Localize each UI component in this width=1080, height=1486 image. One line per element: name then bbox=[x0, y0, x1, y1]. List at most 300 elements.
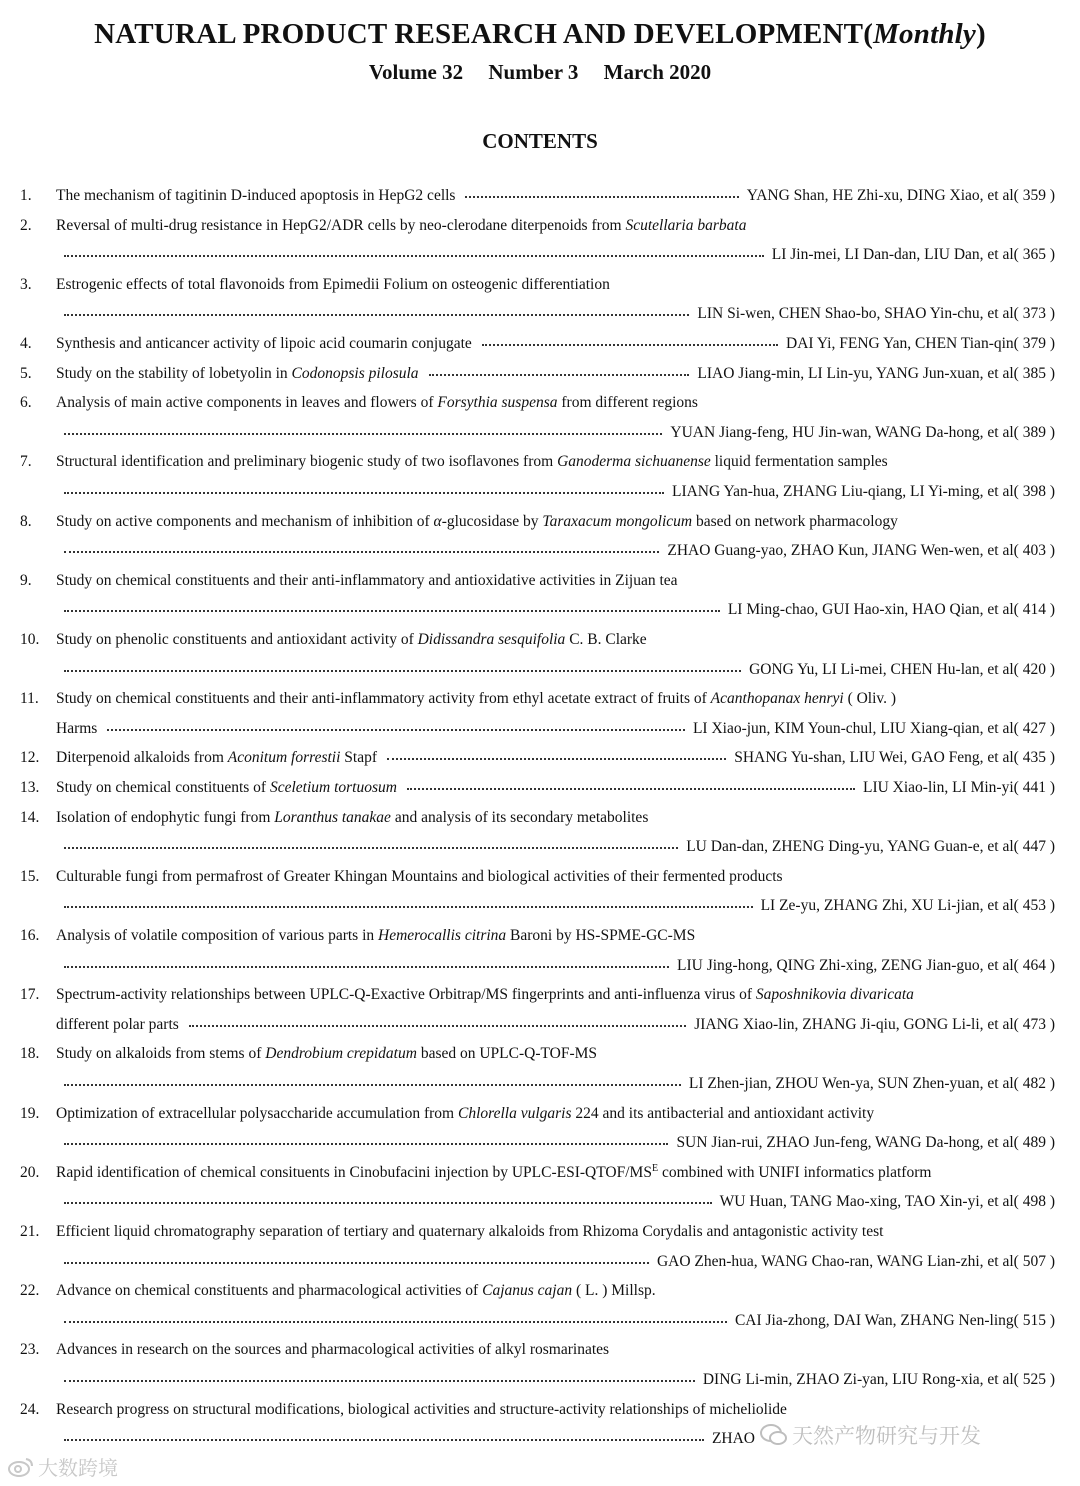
entry-authors: YUAN Jiang-feng, HU Jin-wan, WANG Da-hong, et al bbox=[670, 423, 1014, 441]
issue-line bbox=[0, 60, 1080, 85]
entry-line bbox=[56, 625, 1055, 655]
entry-number: 22. bbox=[20, 1282, 40, 1300]
entry-line bbox=[56, 773, 1055, 803]
paren-close: ) bbox=[1045, 897, 1055, 915]
entry-title-segment: 224 and its antibacterial and antioxidant activity bbox=[571, 1104, 875, 1122]
entry-number: 3. bbox=[20, 275, 32, 293]
dot-leader bbox=[64, 608, 720, 612]
paren-close: ) bbox=[1045, 305, 1055, 323]
entry-authors: SUN Jian-rui, ZHAO Jun-feng, WANG Da-hong, et al bbox=[676, 1134, 1014, 1152]
entry-authors: WU Huan, TANG Mao-xing, TAO Xin-yi, et al bbox=[719, 1193, 1014, 1211]
entry-title-italic: Sceletium tortuosum bbox=[269, 779, 397, 796]
entry-line bbox=[56, 181, 1055, 211]
entry-leader bbox=[56, 897, 1055, 915]
entry-title-segment: based on network pharmacology bbox=[692, 512, 898, 530]
paren-open: ( bbox=[1013, 601, 1023, 619]
entry-number: 7. bbox=[20, 453, 32, 471]
entry-line bbox=[56, 359, 1055, 389]
journal-name: NATURAL PRODUCT RESEARCH AND DEVELOPMENT bbox=[94, 18, 864, 50]
paren-close: ) bbox=[1045, 246, 1055, 264]
entry-authors: ZHAO Guang-yao, ZHAO Kun, JIANG Wen-wen, et al bbox=[667, 542, 1014, 560]
entry-line bbox=[56, 240, 1055, 270]
entry-authors: LI Jin-mei, LI Dan-dan, LIU Dan, et al bbox=[771, 246, 1014, 264]
entry-title bbox=[56, 1341, 609, 1359]
entry-title-segment: Analysis of main active components in leaves and flowers of bbox=[56, 394, 438, 412]
paren-close: ) bbox=[1045, 838, 1055, 856]
entry-page: 441 bbox=[1022, 779, 1046, 796]
paren-open: ( bbox=[1013, 660, 1023, 678]
entry-number: 4. bbox=[20, 335, 32, 352]
entry-title bbox=[56, 1282, 656, 1300]
entry-title bbox=[56, 1163, 931, 1182]
entry-number: 21. bbox=[20, 1223, 40, 1240]
paren-close: ) bbox=[1045, 719, 1055, 737]
entry-title-italic: Ganoderma sichuanense bbox=[557, 453, 711, 471]
entry-page-group bbox=[1014, 779, 1055, 797]
dot-leader bbox=[64, 431, 662, 435]
paren-close: ) bbox=[1045, 1252, 1055, 1270]
entry-page-group bbox=[1014, 365, 1055, 383]
entry-title-segment: Spectrum-activity relationships between UPLC-Q-Exactive Orbitrap/MS fingerprints and anti-influenza virus of bbox=[56, 986, 756, 1004]
entry-title-italic: α bbox=[433, 512, 442, 530]
entry-title-italic: Codonopsis pilosula bbox=[291, 364, 419, 382]
entry-page-group bbox=[1014, 749, 1055, 767]
entry-title bbox=[56, 720, 97, 738]
entry-line bbox=[56, 211, 1055, 241]
paren-open: ( bbox=[1013, 305, 1023, 323]
entry-line bbox=[56, 566, 1055, 596]
entry-leader bbox=[56, 661, 1055, 679]
entry-title bbox=[56, 513, 898, 531]
entry-number: 15. bbox=[20, 867, 40, 885]
entry-line bbox=[56, 1276, 1055, 1306]
entry-number: 2. bbox=[20, 216, 32, 234]
entry-title-segment: ( L. ) Millsp. bbox=[572, 1282, 656, 1300]
dot-leader bbox=[64, 845, 678, 849]
entry-line bbox=[56, 1187, 1055, 1217]
journal-title bbox=[0, 18, 1080, 51]
entry-leader bbox=[56, 601, 1055, 619]
entry-title-segment: ( Oliv. ) bbox=[843, 690, 897, 708]
watermark-right bbox=[760, 1420, 981, 1452]
entry-page-group bbox=[1014, 661, 1055, 679]
entry-title bbox=[56, 986, 914, 1004]
issue-date: March 2020 bbox=[603, 60, 712, 84]
entry-title-segment: Advances in research on the sources and pharmacological activities of alkyl rosmarinates bbox=[56, 1341, 610, 1359]
paren-open: ( bbox=[1013, 1311, 1023, 1329]
entry-authors: GAO Zhen-hua, WANG Chao-ran, WANG Lian-zhi, et al bbox=[656, 1252, 1014, 1270]
paren-open: ( bbox=[1013, 1193, 1023, 1211]
entry-leader bbox=[419, 365, 1055, 383]
entry-number: 5. bbox=[20, 364, 32, 382]
entry-page-group bbox=[1014, 1134, 1055, 1152]
entry-line bbox=[56, 595, 1055, 625]
entry-title bbox=[56, 276, 610, 294]
issue-number: Number 3 bbox=[488, 60, 579, 84]
entry-title-segment: Baroni by HS-SPME-GC-MS bbox=[506, 927, 696, 944]
paren-close: ) bbox=[1045, 779, 1055, 796]
entry-title-segment: Study on chemical constituents and their anti-inflammatory and antioxidative activities in Zijuan tea bbox=[56, 571, 678, 589]
entry-line bbox=[56, 1128, 1055, 1158]
entry-leader bbox=[179, 1016, 1055, 1034]
entry-line bbox=[56, 1217, 1055, 1247]
entry-page: 482 bbox=[1022, 1074, 1046, 1092]
entry-title-segment: Analysis of volatile composition of various parts in bbox=[56, 927, 379, 944]
paren-close: ) bbox=[1045, 187, 1055, 204]
entry-authors: ZHAO bbox=[711, 1430, 755, 1448]
paren-open: ( bbox=[1013, 749, 1023, 767]
entry-line bbox=[56, 803, 1055, 833]
entry-page: 385 bbox=[1022, 364, 1046, 382]
paren-open: ( bbox=[1013, 423, 1023, 441]
entry-title bbox=[56, 1401, 787, 1419]
entry-page: 447 bbox=[1022, 838, 1046, 856]
wechat-icon bbox=[760, 1423, 788, 1452]
dot-leader bbox=[189, 1023, 686, 1027]
entry-page: 414 bbox=[1022, 601, 1046, 619]
entry-authors: LIANG Yan-hua, ZHANG Liu-qiang, LI Yi-ming, et al bbox=[671, 482, 1014, 500]
entry-title bbox=[56, 1105, 874, 1123]
entry-title-segment: Rapid identification of chemical consituents in Cinobufacini injection by UPLC-ESI-QTOF/MS bbox=[56, 1164, 652, 1182]
entry-leader bbox=[56, 424, 1055, 442]
entry-title-segment: Reversal of multi-drug resistance in HepG2/ADR cells by neo-clerodane diterpenoids from bbox=[56, 216, 626, 234]
entry-leader bbox=[397, 779, 1055, 797]
entry-title-segment: different polar parts bbox=[56, 1015, 179, 1033]
paren-open: ( bbox=[1013, 364, 1023, 382]
entry-line bbox=[56, 891, 1055, 921]
dot-leader bbox=[64, 549, 659, 553]
journal-frequency: Monthly bbox=[873, 18, 976, 50]
entry-line bbox=[56, 388, 1055, 418]
dot-leader bbox=[64, 1437, 704, 1441]
entry-page: 420 bbox=[1022, 660, 1046, 678]
entry-title-italic: Scutellaria barbata bbox=[625, 216, 747, 234]
entry-title-segment: Study on alkaloids from stems of bbox=[56, 1045, 266, 1063]
paren-close: ) bbox=[1045, 1193, 1055, 1211]
entry-leader bbox=[56, 957, 1055, 975]
entry-title-segment: Culturable fungi from permafrost of Greater Khingan Mountains and biological activities of their fermented products bbox=[56, 867, 783, 885]
entry-title bbox=[56, 868, 783, 886]
entry-leader bbox=[56, 1193, 1055, 1211]
entry-title-italic: Saposhnikovia divaricata bbox=[755, 986, 914, 1004]
paren-close: ) bbox=[1045, 335, 1055, 352]
entry-title-segment: Stapf bbox=[340, 749, 377, 767]
paren-open: ( bbox=[1013, 719, 1023, 737]
entry-leader bbox=[56, 305, 1055, 323]
entry-line bbox=[56, 447, 1055, 477]
issue-volume: Volume 32 bbox=[368, 60, 464, 84]
entry-title-segment: Study on chemical constituents of bbox=[56, 779, 270, 796]
entry-page: 473 bbox=[1022, 1015, 1046, 1033]
entry-number: 8. bbox=[20, 512, 32, 530]
entry-title bbox=[56, 631, 647, 649]
entry-authors: JIANG Xiao-lin, ZHANG Ji-qiu, GONG Li-li, et al bbox=[694, 1015, 1014, 1033]
entry-page-group bbox=[1014, 720, 1055, 738]
entry-title bbox=[56, 394, 698, 412]
entry-page-group bbox=[1014, 1075, 1055, 1093]
entry-line bbox=[56, 1039, 1055, 1069]
entry-line bbox=[56, 743, 1055, 773]
entry-line bbox=[56, 862, 1055, 892]
dot-leader bbox=[64, 668, 741, 672]
entry-page-group bbox=[1014, 1253, 1055, 1271]
entry-title-superscript: E bbox=[651, 1163, 659, 1175]
dot-leader bbox=[64, 1319, 727, 1323]
entry-page-group bbox=[1014, 957, 1055, 975]
watermark-left-text: 大数跨境 bbox=[38, 1456, 118, 1480]
entry-number: 11. bbox=[20, 690, 39, 708]
entry-line bbox=[56, 329, 1055, 359]
paren-open: ( bbox=[1013, 838, 1023, 856]
paren-open: ( bbox=[1013, 1134, 1023, 1152]
dot-leader bbox=[64, 1200, 712, 1204]
entry-page: 525 bbox=[1022, 1370, 1046, 1388]
entry-authors: DING Li-min, ZHAO Zi-yan, LIU Rong-xia, et al bbox=[702, 1370, 1014, 1388]
entry-title bbox=[56, 927, 695, 945]
entry-title bbox=[56, 1016, 179, 1034]
entry-line bbox=[56, 418, 1055, 448]
entry-leader bbox=[56, 1371, 1055, 1389]
entry-page: 507 bbox=[1022, 1252, 1046, 1270]
entry-leader bbox=[56, 1134, 1055, 1152]
dot-leader bbox=[107, 727, 685, 731]
entry-page-group bbox=[1014, 187, 1055, 205]
entry-page-group bbox=[1014, 542, 1055, 560]
entry-page: 464 bbox=[1022, 956, 1046, 974]
entry-line bbox=[56, 1158, 1055, 1188]
entry-page: 489 bbox=[1022, 1134, 1046, 1152]
entry-leader bbox=[56, 838, 1055, 856]
weibo-icon bbox=[8, 1456, 34, 1483]
entry-leader bbox=[56, 246, 1055, 264]
entry-number: 18. bbox=[20, 1045, 40, 1063]
entry-leader bbox=[377, 749, 1055, 767]
entry-page: 398 bbox=[1022, 482, 1046, 500]
entry-authors: LI Zhen-jian, ZHOU Wen-ya, SUN Zhen-yuan, et al bbox=[688, 1074, 1014, 1092]
entry-page-group bbox=[1014, 483, 1055, 501]
dot-leader bbox=[465, 194, 738, 198]
entry-title bbox=[56, 809, 648, 827]
entry-number: 13. bbox=[20, 779, 40, 796]
entry-title-italic: Didissandra sesquifolia bbox=[417, 631, 566, 648]
entry-line bbox=[56, 832, 1055, 862]
entry-title-segment: Optimization of extracellular polysaccharide accumulation from bbox=[56, 1104, 458, 1122]
dot-leader bbox=[64, 490, 664, 494]
entry-line bbox=[56, 1335, 1055, 1365]
entry-page-group bbox=[1014, 305, 1055, 323]
entry-authors: LI Ze-yu, ZHANG Zhi, XU Li-jian, et al bbox=[760, 897, 1014, 915]
paren-close: ) bbox=[1045, 1134, 1055, 1152]
dot-leader bbox=[407, 786, 855, 790]
entry-page: 515 bbox=[1022, 1311, 1046, 1329]
entry-leader bbox=[472, 335, 1055, 353]
entry-line bbox=[56, 270, 1055, 300]
entry-authors: LIAO Jiang-min, LI Lin-yu, YANG Jun-xuan, et al bbox=[697, 364, 1014, 382]
entry-title-segment: Study on chemical constituents and their anti-inflammatory activity from ethyl acetate extract of fruits of bbox=[56, 690, 711, 708]
dot-leader bbox=[64, 1141, 668, 1145]
entry-page: 498 bbox=[1022, 1193, 1046, 1211]
entry-authors: YANG Shan, HE Zhi-xu, DING Xiao, et al bbox=[746, 187, 1014, 204]
paren-open: ( bbox=[1013, 246, 1023, 264]
paren-open: ( bbox=[1013, 335, 1023, 352]
entry-leader bbox=[455, 187, 1055, 205]
entry-number: 12. bbox=[20, 749, 40, 767]
entry-title-segment: Efficient liquid chromatography separation of tertiary and quaternary alkaloids from Rhizoma Corydalis and antagonistic activity test bbox=[56, 1223, 884, 1240]
entry-number: 14. bbox=[20, 808, 40, 826]
entry-title bbox=[56, 365, 419, 383]
entry-title-segment: Study on the stability of lobetyolin in bbox=[56, 364, 292, 382]
entry-title-italic: Loranthus tanakae bbox=[274, 808, 391, 826]
entry-title-segment: from different regions bbox=[557, 394, 698, 412]
paren-open: ( bbox=[1013, 1015, 1023, 1033]
entry-title bbox=[56, 335, 472, 353]
paren-close: ) bbox=[1045, 1015, 1055, 1033]
paren-open: ( bbox=[1013, 1252, 1023, 1270]
entry-authors: LIU Jing-hong, QING Zhi-xing, ZENG Jian-guo, et al bbox=[677, 956, 1014, 974]
paren-close: ) bbox=[1045, 1074, 1055, 1092]
entry-title-segment: Isolation of endophytic fungi from bbox=[56, 808, 275, 826]
dot-leader bbox=[387, 756, 726, 760]
entry-authors: LU Dan-dan, ZHENG Ding-yu, YANG Guan-e, et al bbox=[686, 838, 1014, 856]
entry-page: 365 bbox=[1022, 246, 1046, 264]
dot-leader bbox=[64, 1378, 695, 1382]
paren-close: ) bbox=[1045, 423, 1055, 441]
entry-title-italic: Aconitum forrestii bbox=[227, 749, 341, 767]
entry-number: 10. bbox=[20, 631, 40, 648]
entry-line bbox=[56, 299, 1055, 329]
entry-title bbox=[56, 1223, 883, 1241]
entry-leader bbox=[56, 1075, 1055, 1093]
paren-open: ( bbox=[1013, 897, 1023, 915]
entry-page: 359 bbox=[1022, 187, 1046, 204]
entry-title-segment: Structural identification and preliminary biogenic study of two isoflavones from bbox=[56, 453, 558, 471]
entry-title-italic: Taraxacum mongolicum bbox=[542, 512, 693, 530]
entry-number: 1. bbox=[20, 187, 32, 204]
entry-line bbox=[56, 980, 1055, 1010]
entry-title-italic: Dendrobium crepidatum bbox=[265, 1045, 417, 1063]
entry-line bbox=[56, 684, 1055, 714]
entry-line bbox=[56, 507, 1055, 537]
entry-page: 403 bbox=[1022, 542, 1046, 560]
entry-title-segment: Synthesis and anticancer activity of lipoic acid coumarin conjugate bbox=[56, 335, 472, 352]
entry-page-group bbox=[1014, 335, 1055, 353]
entry-page-group bbox=[1014, 1193, 1055, 1211]
entry-line bbox=[56, 1099, 1055, 1129]
paren-close: ) bbox=[1045, 482, 1055, 500]
paren-close: ) bbox=[1045, 364, 1055, 382]
entry-authors: CAI Jia-zhong, DAI Wan, ZHANG Nen-ling bbox=[734, 1311, 1014, 1329]
entry-title-segment: -glucosidase by bbox=[441, 512, 543, 530]
entry-title bbox=[56, 779, 397, 797]
entry-title-segment: Diterpenoid alkaloids from bbox=[56, 749, 228, 767]
entry-leader bbox=[56, 483, 1055, 501]
entry-line bbox=[56, 1069, 1055, 1099]
frequency-wrapper: (Monthly) bbox=[863, 18, 986, 50]
paren-close: ) bbox=[1045, 1370, 1055, 1388]
entry-authors: SHANG Yu-shan, LIU Wei, GAO Feng, et al bbox=[734, 749, 1014, 767]
entry-number: 9. bbox=[20, 571, 32, 589]
entry-title bbox=[56, 572, 678, 590]
entry-title bbox=[56, 217, 746, 235]
entry-title bbox=[56, 453, 888, 471]
entry-line bbox=[56, 655, 1055, 685]
entry-title bbox=[56, 749, 377, 767]
paren-open: ( bbox=[1013, 779, 1023, 796]
paren-open: ( bbox=[1013, 1074, 1023, 1092]
entry-authors: GONG Yu, LI Li-mei, CHEN Hu-lan, et al bbox=[749, 660, 1014, 678]
entry-title bbox=[56, 690, 896, 708]
entry-title-segment: Estrogenic effects of total flavonoids from Epimedii Folium on osteogenic differentiation bbox=[56, 275, 610, 293]
entry-line bbox=[56, 951, 1055, 981]
entry-title-italic: Cajanus cajan bbox=[482, 1282, 573, 1300]
entry-title bbox=[56, 1045, 597, 1063]
paren-close: ) bbox=[1045, 1311, 1055, 1329]
entry-title-segment: Research progress on structural modifications, biological activities and structure-activity relationships of micheliolide bbox=[56, 1400, 787, 1418]
entry-page: 435 bbox=[1022, 749, 1046, 767]
entry-leader bbox=[56, 1312, 1055, 1330]
entry-number: 17. bbox=[20, 986, 40, 1004]
entry-title-italic: Chlorella vulgaris bbox=[457, 1104, 572, 1122]
entry-page-group bbox=[1014, 1016, 1055, 1034]
paren-open: ( bbox=[1013, 542, 1023, 560]
entry-number: 24. bbox=[20, 1400, 40, 1418]
contents-heading: CONTENTS bbox=[482, 129, 598, 153]
entry-page: 379 bbox=[1022, 335, 1046, 352]
entry-line bbox=[56, 714, 1055, 744]
entry-line bbox=[56, 1306, 1055, 1336]
entry-page-group bbox=[1014, 838, 1055, 856]
paren-open: ( bbox=[1013, 1370, 1023, 1388]
entry-title-segment: and analysis of its secondary metabolites bbox=[390, 808, 649, 826]
entry-title-segment: Harms bbox=[56, 719, 98, 737]
dot-leader bbox=[429, 372, 690, 376]
entry-leader bbox=[97, 720, 1055, 738]
entry-number: 19. bbox=[20, 1104, 40, 1122]
entry-authors: LIN Si-wen, CHEN Shao-bo, SHAO Yin-chu, et al bbox=[697, 305, 1014, 323]
entry-page: 389 bbox=[1022, 423, 1046, 441]
entry-line bbox=[56, 1365, 1055, 1395]
paren-close: ) bbox=[1045, 542, 1055, 560]
entry-title-segment: C. B. Clarke bbox=[565, 631, 647, 648]
entry-page-group bbox=[1014, 246, 1055, 264]
entry-title-segment: Study on active components and mechanism of inhibition of bbox=[56, 512, 434, 530]
entry-title-italic: Hemerocallis citrina bbox=[378, 927, 507, 944]
entry-title-italic: Forsythia suspensa bbox=[437, 394, 558, 412]
entry-page-group bbox=[1014, 1312, 1055, 1330]
entry-authors: LIU Xiao-lin, LI Min-yi bbox=[862, 779, 1014, 796]
entry-line bbox=[56, 921, 1055, 951]
entry-title-segment: Study on phenolic constituents and antioxidant activity of bbox=[56, 631, 418, 648]
entry-leader bbox=[56, 1253, 1055, 1271]
dot-leader bbox=[64, 1260, 649, 1264]
entry-number: 16. bbox=[20, 927, 40, 944]
watermark-right-text: 天然产物研究与开发 bbox=[792, 1424, 981, 1448]
paren-close: ) bbox=[1045, 660, 1055, 678]
entry-authors: LI Xiao-jun, KIM Youn-chul, LIU Xiang-qian, et al bbox=[692, 719, 1014, 737]
entry-line bbox=[56, 536, 1055, 566]
entry-number: 23. bbox=[20, 1341, 40, 1359]
entry-title bbox=[56, 187, 455, 205]
entry-authors: DAI Yi, FENG Yan, CHEN Tian-qin bbox=[786, 335, 1014, 352]
entry-line bbox=[56, 1010, 1055, 1040]
entry-title-segment: The mechanism of tagitinin D-induced apoptosis in HepG2 cells bbox=[56, 187, 456, 204]
entry-title-segment: Advance on chemical constituents and pharmacological activities of bbox=[56, 1282, 483, 1300]
paren-close: ) bbox=[1045, 749, 1055, 767]
dot-leader bbox=[64, 964, 669, 968]
entry-line bbox=[56, 1247, 1055, 1277]
entry-page: 373 bbox=[1022, 305, 1046, 323]
paren-close: ) bbox=[1045, 601, 1055, 619]
